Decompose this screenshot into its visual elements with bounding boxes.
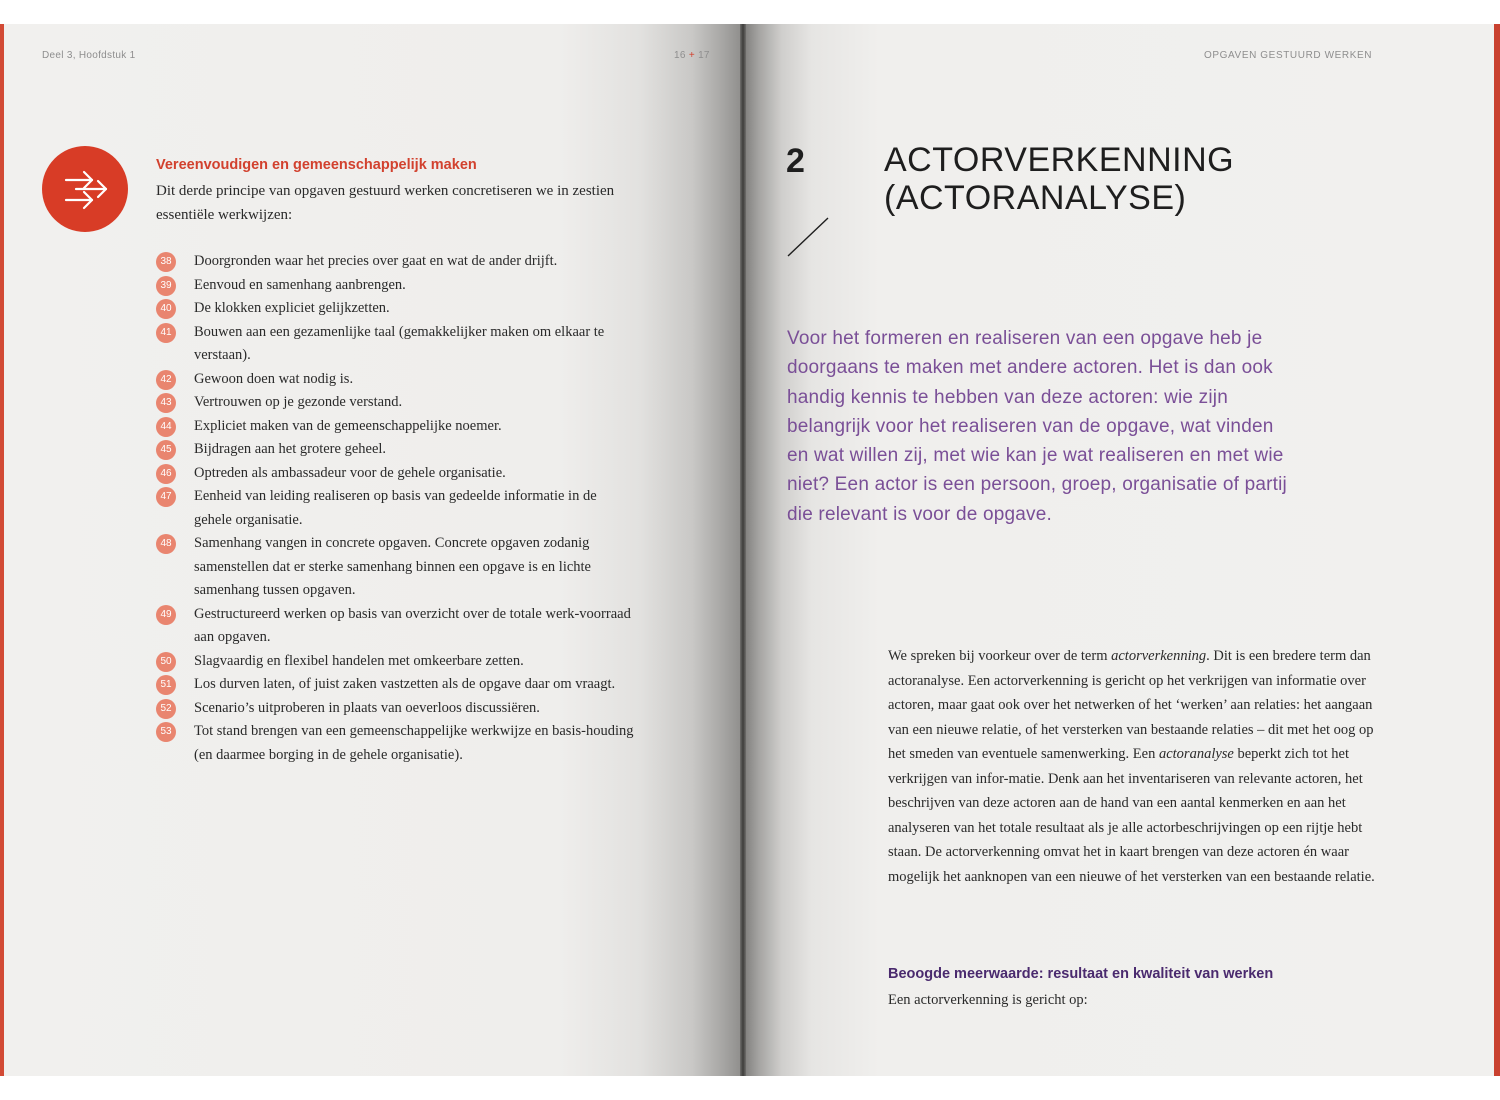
item-number-badge: 38	[156, 252, 176, 272]
open-book-spread	[0, 24, 1500, 1076]
item-text: De klokken expliciet gelijkzetten.	[194, 300, 390, 316]
list-item	[156, 462, 636, 486]
right-cover-edge	[1494, 24, 1500, 1076]
subheading-text: Een actorverkenning is gericht op:	[888, 992, 1088, 1008]
item-number-badge: 46	[156, 464, 176, 484]
chapter-number: 2	[786, 142, 805, 180]
item-number-badge: 52	[156, 699, 176, 719]
page-numbers	[674, 50, 710, 61]
item-number-badge: 43	[156, 393, 176, 413]
list-item	[156, 391, 636, 415]
item-text: Eenvoud en samenhang aanbrengen.	[194, 276, 406, 293]
slash-divider	[784, 214, 832, 260]
practices-list	[156, 250, 636, 767]
item-number-badge: 41	[156, 323, 176, 343]
list-item	[156, 415, 636, 439]
list-item	[156, 603, 636, 650]
item-text: Expliciet maken van de gemeenschappelijke noemer.	[194, 417, 502, 434]
item-text: Gestructureerd werken op basis van overzicht over de totale werk-voorraad aan opgaven.	[194, 605, 631, 645]
subheading: Beoogde meerwaarde: resultaat en kwaliteit van werken	[888, 966, 1274, 982]
item-number-badge: 48	[156, 534, 176, 554]
body-term-actoranalyse: actoranalyse	[1158, 746, 1234, 762]
section-intro: Dit derde principe van opgaven gestuurd werken concretiseren we in zestien essentiële werkwijzen:	[156, 183, 615, 223]
item-text: Vertrouwen op je gezonde verstand.	[194, 394, 403, 410]
left-cover-edge	[0, 24, 4, 1076]
body-text-2: . Dit is een bredere term dan actoranalyse. Een actorverkenning is gericht op het verkrijgen van informatie over actoren, maar gaat ook over het netwerken of het ‘werken’ aan relaties: het aangaan van een nieuwe relatie, of het versterken van bestaande relaties – dit met het oog op het smeden van eventuele samenwerking. Een	[888, 648, 1374, 762]
item-number-badge: 45	[156, 440, 176, 460]
section-title: Vereenvoudigen en gemeenschappelijk maken	[156, 157, 477, 173]
list-item	[156, 321, 636, 368]
folio-separator: +	[688, 50, 695, 61]
item-text: Bijdragen aan het grotere geheel.	[194, 441, 387, 457]
item-text: Samenhang vangen in concrete opgaven. Concrete opgaven zodanig samenstellen dat er sterke samenhang binnen een opgave is en lichte samenhang tussen opgaven.	[194, 535, 591, 598]
list-item	[156, 274, 636, 298]
body-text-1: We spreken bij voorkeur over de term	[888, 648, 1112, 664]
item-text: Optreden als ambassadeur voor de gehele organisatie.	[194, 464, 506, 481]
list-item	[156, 720, 636, 767]
running-head-left: Deel 3, Hoofdstuk 1	[42, 50, 136, 61]
double-arrow-right-icon	[42, 146, 128, 232]
body-paragraph	[888, 644, 1378, 889]
item-number-badge: 53	[156, 722, 176, 742]
running-head-right: OPGAVEN GESTUURD WERKEN	[1204, 50, 1373, 61]
book-gutter	[740, 24, 746, 1076]
item-text: Slagvaardig en flexibel handelen met omkeerbare zetten.	[194, 652, 524, 669]
item-text: Gewoon doen wat nodig is.	[194, 370, 354, 387]
chapter-title	[884, 141, 1234, 217]
item-number-badge: 42	[156, 370, 176, 390]
item-number-badge: 47	[156, 487, 176, 507]
item-number-badge: 40	[156, 299, 176, 319]
list-item	[156, 368, 636, 392]
chapter-title-line1: ACTORVERKENNING	[884, 141, 1235, 179]
body-text-3: beperkt zich tot het verkrijgen van infor-matie. Denk aan het inventariseren van relevante actoren, het beschrijven van deze actoren aan de hand van een aantal kenmerken en aan het analyseren van het totale resultaat als je alle actorbeschrijvingen op een rijtje hebt staan. De actorverkenning omvat het in kaart brengen van deze actoren én waar mogelijk het aanknopen van een nieuwe of het versterken van een bestaande relatie.	[888, 746, 1375, 885]
list-item	[156, 297, 636, 321]
item-text: Scenario’s uitproberen in plaats van oeverloos discussiëren.	[194, 699, 540, 716]
item-number-badge: 49	[156, 605, 176, 625]
item-number-badge: 50	[156, 652, 176, 672]
item-text: Eenheid van leiding realiseren op basis van gedeelde informatie in de gehele organisatie.	[194, 488, 597, 528]
list-item	[156, 697, 636, 721]
item-number-badge: 44	[156, 417, 176, 437]
chapter-title-line2: (ACTORANALYSE)	[884, 179, 1187, 217]
item-text: Tot stand brengen van een gemeenschappelijke werkwijze en basis-houding (en daarmee borging in de gehele organisatie).	[194, 723, 634, 763]
list-item	[156, 250, 636, 274]
list-item	[156, 673, 636, 697]
list-item	[156, 438, 636, 462]
list-item	[156, 532, 636, 603]
item-text: Los durven laten, of juist zaken vastzetten als de opgave daar om vraagt.	[194, 676, 616, 692]
item-number-badge: 51	[156, 675, 176, 695]
folio-left: 16	[674, 50, 686, 61]
item-number-badge: 39	[156, 276, 176, 296]
lead-paragraph: Voor het formeren en realiseren van een opgave heb je doorgaans te maken met andere actoren. Het is dan ook handig kennis te hebben van deze actoren: wie zijn belangrijk voor het realiseren van de opgave, wat vinden en wat willen zij, met wie kan je wat realiseren en met wie niet? Een actor is een persoon, groep, organisatie of partij die relevant is voor de opgave.	[787, 328, 1287, 525]
folio-right: 17	[698, 50, 710, 61]
list-item	[156, 485, 636, 532]
body-term-actorverkenning: actorverkenning	[1111, 648, 1207, 664]
item-text: Doorgronden waar het precies over gaat en wat de ander drijft.	[194, 253, 558, 269]
list-item	[156, 650, 636, 674]
item-text: Bouwen aan een gezamenlijke taal (gemakkelijker maken om elkaar te verstaan).	[194, 323, 605, 363]
